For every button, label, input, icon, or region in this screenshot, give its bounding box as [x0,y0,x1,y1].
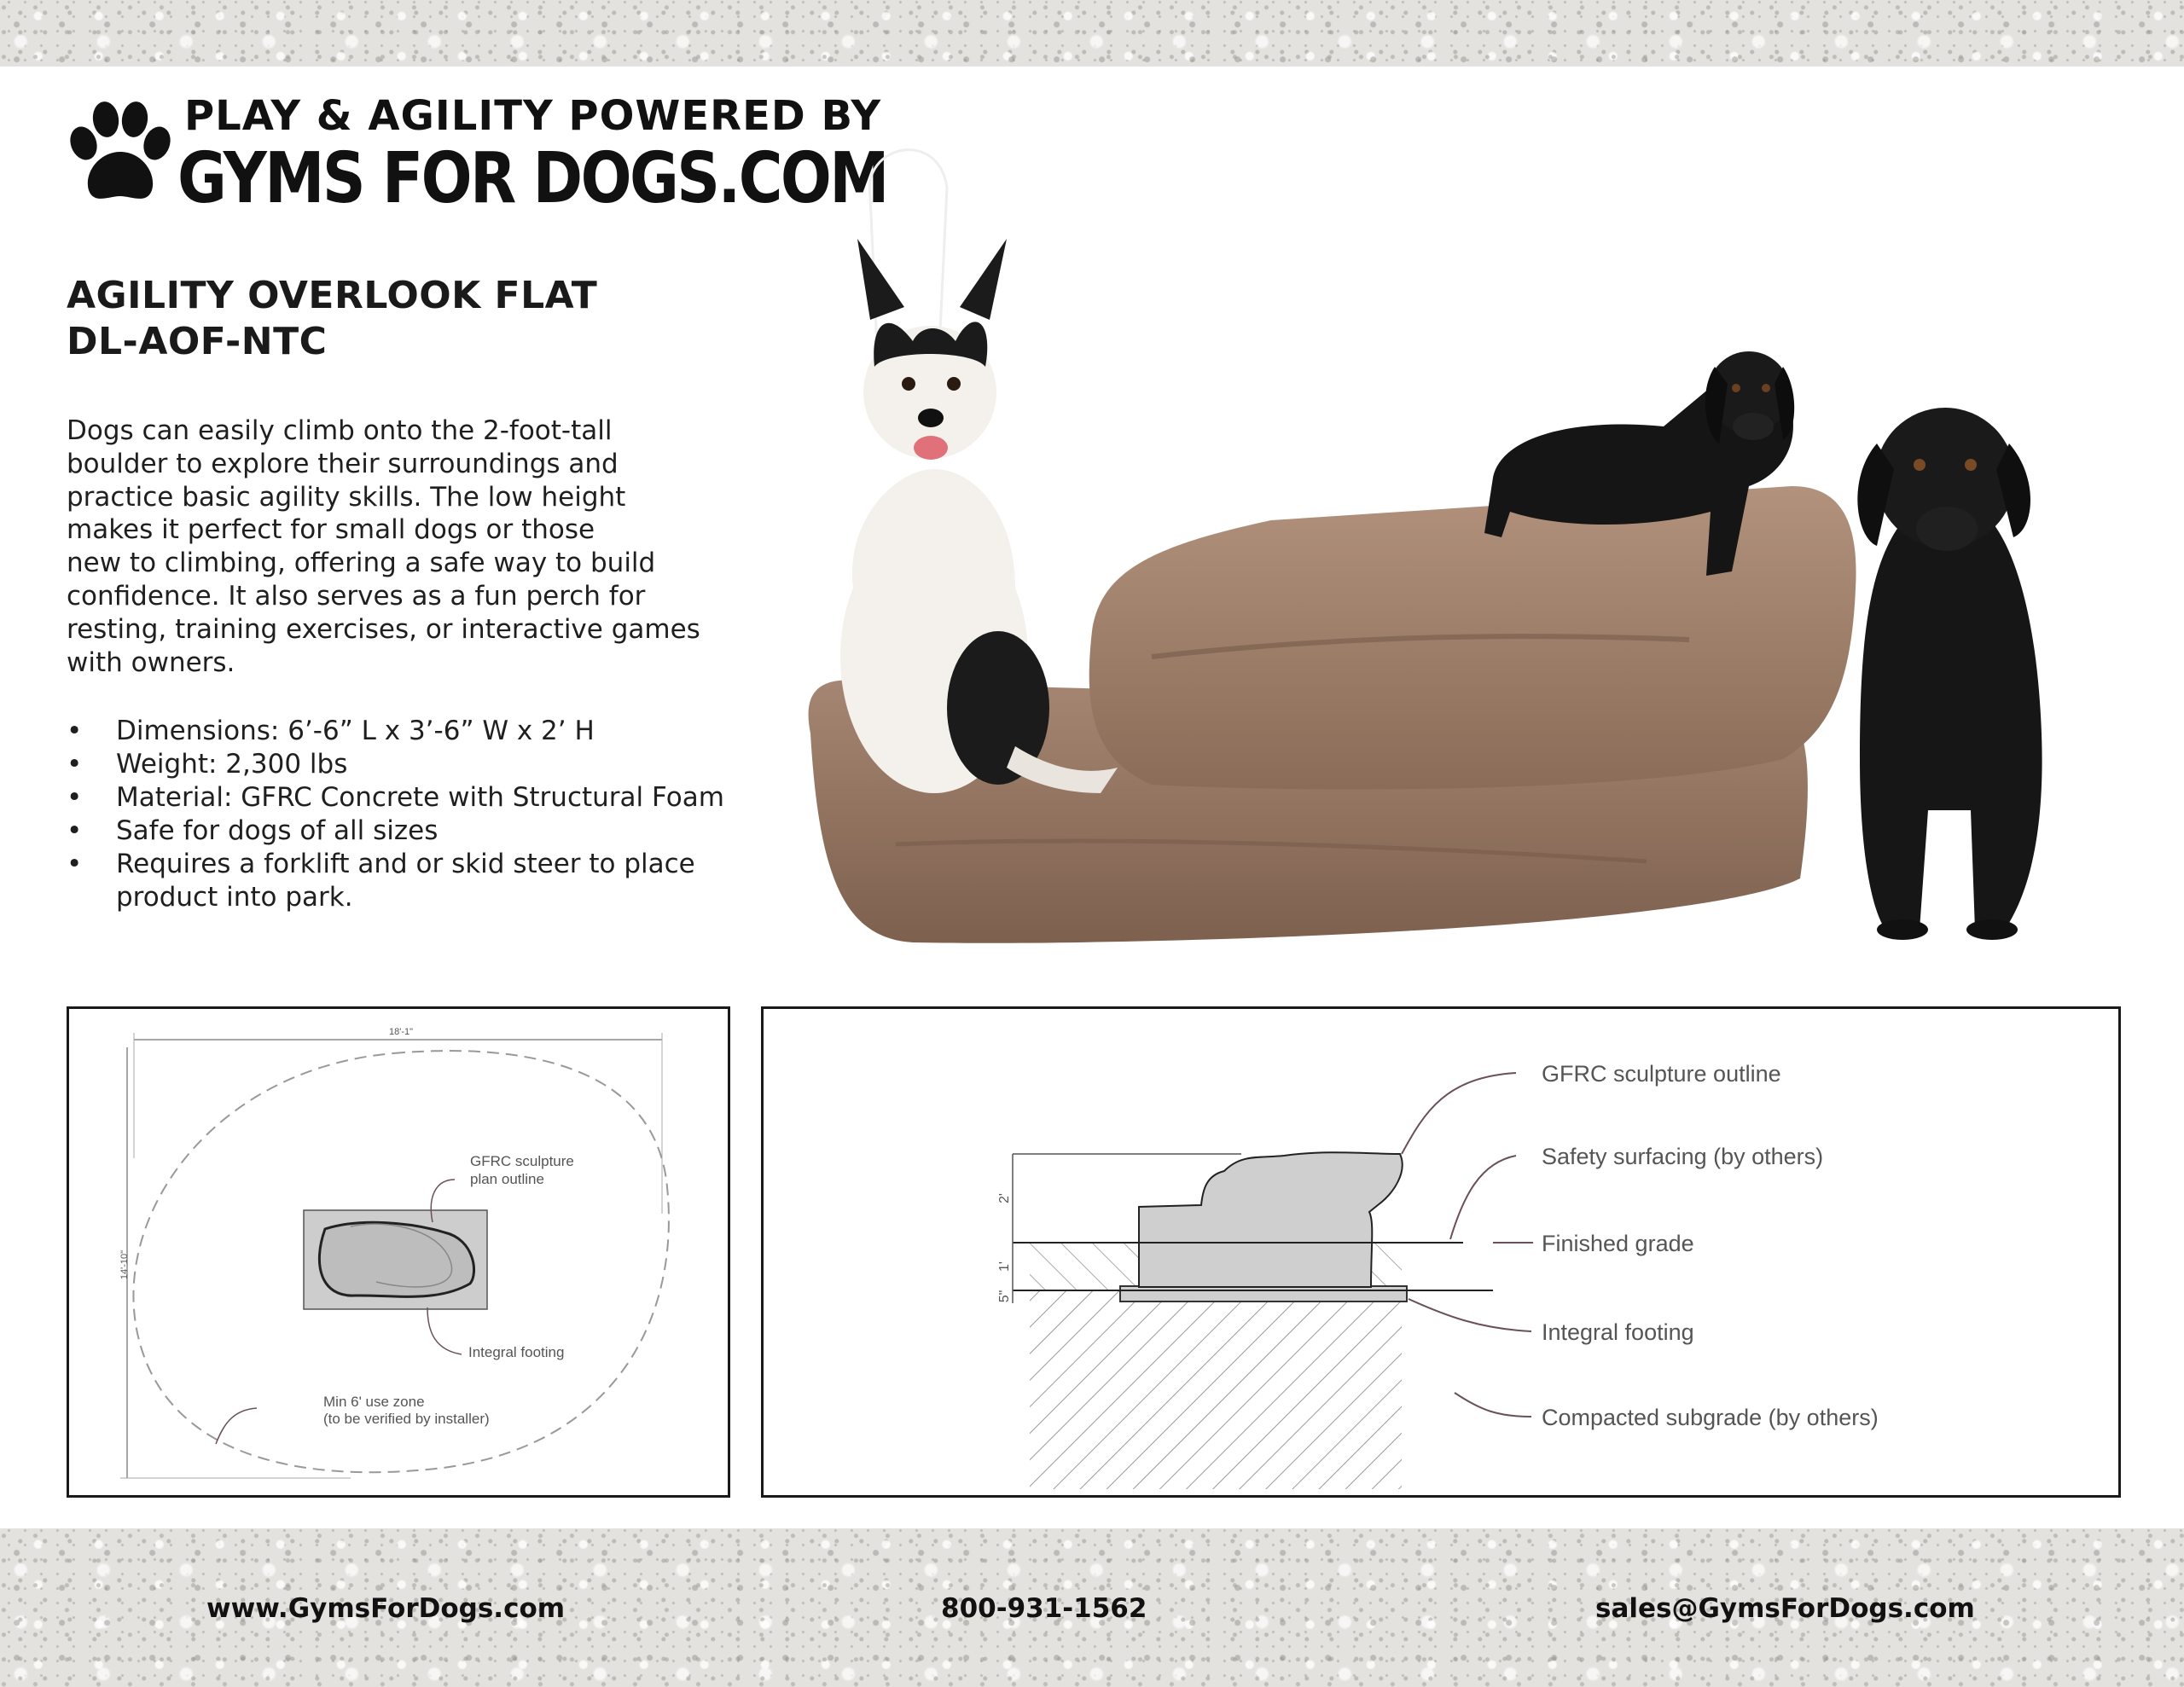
description-line: practice basic agility skills. The low height [67,481,626,513]
width-dimension: 18'-1" [389,1027,414,1037]
safety-surfacing-label: Safety surfacing (by others) [1542,1144,1824,1169]
spec-list [67,715,749,914]
spec-material: • Material: GFRC Concrete with Structural Foam [67,781,747,815]
top-granite-band [0,0,2184,67]
plan-view-drawing [67,1006,730,1498]
use-zone-label-1: Min 6' use zone [323,1394,425,1410]
finished-grade-label: Finished grade [1542,1231,1694,1256]
spec-dimensions: • Dimensions: 6’-6” L x 3’-6” W x 2’ H [67,715,749,748]
spec-installation: • Requires a forklift and or skid steer to place product into park. [67,848,799,914]
footer-website-link[interactable]: www.GymsForDogs.com [206,1593,566,1624]
sculpture-label-2: plan outline [470,1171,544,1187]
spec-weight: • Weight: 2,300 lbs [67,748,749,781]
description-line: resting, training exercises, or interactive games [67,613,700,645]
compacted-subgrade [1030,1290,1402,1489]
brand-logo[interactable] [65,92,887,220]
product-name: AGILITY OVERLOOK FLAT [67,274,598,317]
sculpture-height-dimension: 2' [997,1193,1012,1203]
surfacing-depth-dimension: 1' [997,1261,1012,1272]
integral-footing-label: Integral footing [1542,1319,1694,1345]
gfrc-outline-label: GFRC sculpture outline [1542,1061,1781,1087]
paw-print-icon [65,101,176,212]
height-dimension: 14'-10" [119,1249,130,1280]
description-line: confidence. It also serves as a fun perch for [67,580,646,612]
description-line: Dogs can easily climb onto the 2-foot-tall [67,415,613,446]
logo-tagline: PLAY & AGILITY POWERED BY [184,92,882,140]
description-line: with owners. [67,646,235,678]
product-code: DL-AOF-NTC [67,320,328,363]
use-zone-label-2: (to be verified by installer) [323,1411,490,1427]
description-line: boulder to explore their surroundings and [67,448,619,479]
product-description [67,415,732,679]
footing-depth-dimension: 5" [997,1290,1012,1303]
product-title [67,273,597,365]
footer-phone-link[interactable]: 800-931-1562 [941,1593,1147,1624]
description-line: new to climbing, offering a safe way to build [67,548,656,579]
spec-safety: • Safe for dogs of all sizes [67,815,749,848]
product-photo [793,111,2133,955]
description-line: makes it perfect for small dogs or those [67,514,595,546]
gfrc-sculpture-section [1139,1152,1403,1287]
section-view-drawing [761,1006,2121,1498]
sculpture-label-1: GFRC sculpture [470,1153,574,1169]
logo-brand-name: GYMS FOR DOGS.COM [177,138,887,219]
subgrade-label: Compacted subgrade (by others) [1542,1405,1879,1430]
footer-email-link[interactable]: sales@GymsForDogs.com [1595,1593,1975,1624]
dog-black-sitting [1857,408,2042,940]
footing-label: Integral footing [468,1344,565,1360]
integral-footing [1120,1286,1407,1301]
